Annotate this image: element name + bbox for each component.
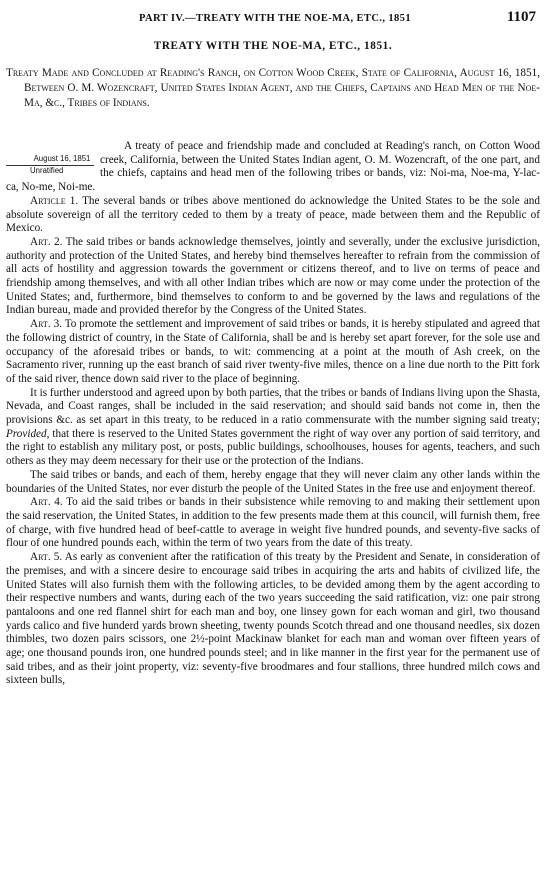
running-title: PART IV.—TREATY WITH THE NOE-MA, ETC., 1851 [139, 13, 411, 24]
running-header [0, 7, 546, 33]
article-label: Art. 4. [30, 496, 63, 509]
paragraph-text: The said tribes or bands acknowledge themselves, jointly and severally, under the exclusive jurisdiction, authority and protection of the United States, and hereby bind themselves hereafter to refrain from the commission of all acts of hostility and aggression towards the government or citizens thereof, and to live on terms of peace and friendship among themselves, and with all other Indian tribes which are now or may come under the protection of the United States; and, furthermore, bind themselves to conform to and be governed by the laws and regulations of the Indian bureau, made and provided therefor by the Congress of the United States. [6, 235, 540, 317]
margin-note-date: August 16, 1851 [6, 154, 94, 166]
paragraph-article-2 [6, 236, 540, 318]
paragraph-article-3 [6, 318, 540, 387]
article-label: Art. 3. [30, 318, 62, 331]
paragraph-land-claims [6, 469, 540, 496]
margin-note [6, 154, 94, 176]
treaty-body [6, 140, 540, 688]
paragraph-preamble [6, 140, 540, 195]
article-label: Art. 2. [30, 235, 63, 248]
paragraph-reservation-terms [6, 387, 540, 469]
subtitle-text: Treaty Made and Concluded at Reading's Ranch, on Cotton Wood Creek, State of California, August 16, 1851, Between O. M. Wozencraft, United States Indian Agent, and the Chiefs, Captains and Head Men of the Noe-Ma, &c., Tribes of Indians. [6, 67, 540, 109]
paragraph-text: The said tribes or bands, and each of them, hereby engage that they will never claim any other lands within the boundaries of the United States, nor ever disturb the people of the United States in the free use and enjoyment thereof. [6, 468, 540, 495]
paragraph-text: The several bands or tribes above mentioned do acknowledge the United States to be the sole and absolute sovereign of all the territory ceded to them by a treaty of peace, made between them and the Republic of Mexico. [6, 194, 540, 235]
paragraph-text: To promote the settlement and improvement of said tribes or bands, it is hereby stipulated and agreed that the following district of country, in the State of California, shall be and is hereby set apart forever, for the sole use and occupancy of the aforesaid tribes or bands, to wit: commencing at a point at the mouth of Ash creek, on the Sacramento river, running up the east branch of said river twenty-five miles, thence on a line due north to the Pitt fork of the said river, thence down said river to the place of beginning. [6, 318, 540, 385]
paragraph-text: To aid the said tribes or bands in their subsistence while removing to and making their settlement upon the said reservation, the United States, in addition to the few presents made them at this council, will furnish them, free of charge, with five hundred head of beef-cattle to average in weight five hundred pounds, and seventy-five sacks of flour of one hundred pounds each, within the term of two years from the date of this treaty. [6, 496, 540, 550]
paragraph-text: that there is reserved to the United States government the right of way over any portion of said territory, and the right to establish any military post, or posts, public buildings, schoolhouses, houses for agents, teachers, and such others as they may deem necessary for their use or the protection of the Indians. [6, 427, 540, 468]
paragraph-text: As early as convenient after the ratification of this treaty by the President and Senate, in consideration of the premises, and with a sincere desire to encourage said tribes in acquiring the arts and habits of civilized life, the United States will also furnish them with the following articles, to be devided among them by the agent according to their respective numbers and wants, during each of the two years succeeding the said ratification, viz: one pair strong pantaloons and one red flannel shirt for each man and boy, one linsey gown for each woman and girl, two thousand yards calico and five hunderd yards brown sheeting, twenty pounds Scotch thread and one thousand needles, six dozen thimbles, two dozen pairs scissors, one 2½-point Mackinaw blanket for each man and woman over fifteen years of age; one thousand pounds iron, one hundred pounds steel; and in like manner in the first year for the permanent use of said tribes, and as their joint property, viz: seventy-five broodmares and four stallions, three hundred milch cows and sixteen bulls, [6, 551, 540, 687]
treaty-title: TREATY WITH THE NOE-MA, ETC., 1851. [153, 40, 393, 52]
paragraph-article-4 [6, 496, 540, 551]
margin-note-status: Unratified [30, 166, 64, 175]
paragraph-article-5 [6, 551, 540, 688]
article-label: Art. 5. [30, 551, 63, 564]
article-label: Article 1. [30, 194, 79, 207]
paragraph-article-1 [6, 195, 540, 236]
paragraph-text: It is further understood and agreed upon by both parties, that the tribes or bands of Indians living upon the Shasta, Nevada, and Coast ranges, shall be included in the said reservation; and should said bands not come in, then the provisions &c. as set apart in this treaty, to be reduced in a ratio commensurate with the number signing said treaty; [6, 386, 540, 427]
page-number: 1107 [506, 9, 536, 25]
paragraph-text: A treaty of peace and friendship made and concluded at Reading's ranch, on Cotton Wood creek, California, between the United States Indian agent, O. M. Wozencraft, of the one part, and the chiefs, captains and head men of the following tribes or bands, viz: Noi-ma, Noe-ma, Y-lac-ca, No-me, Noi-me. [6, 140, 540, 194]
proviso-word: Provided, [6, 427, 50, 440]
treaty-subtitle [6, 66, 540, 111]
